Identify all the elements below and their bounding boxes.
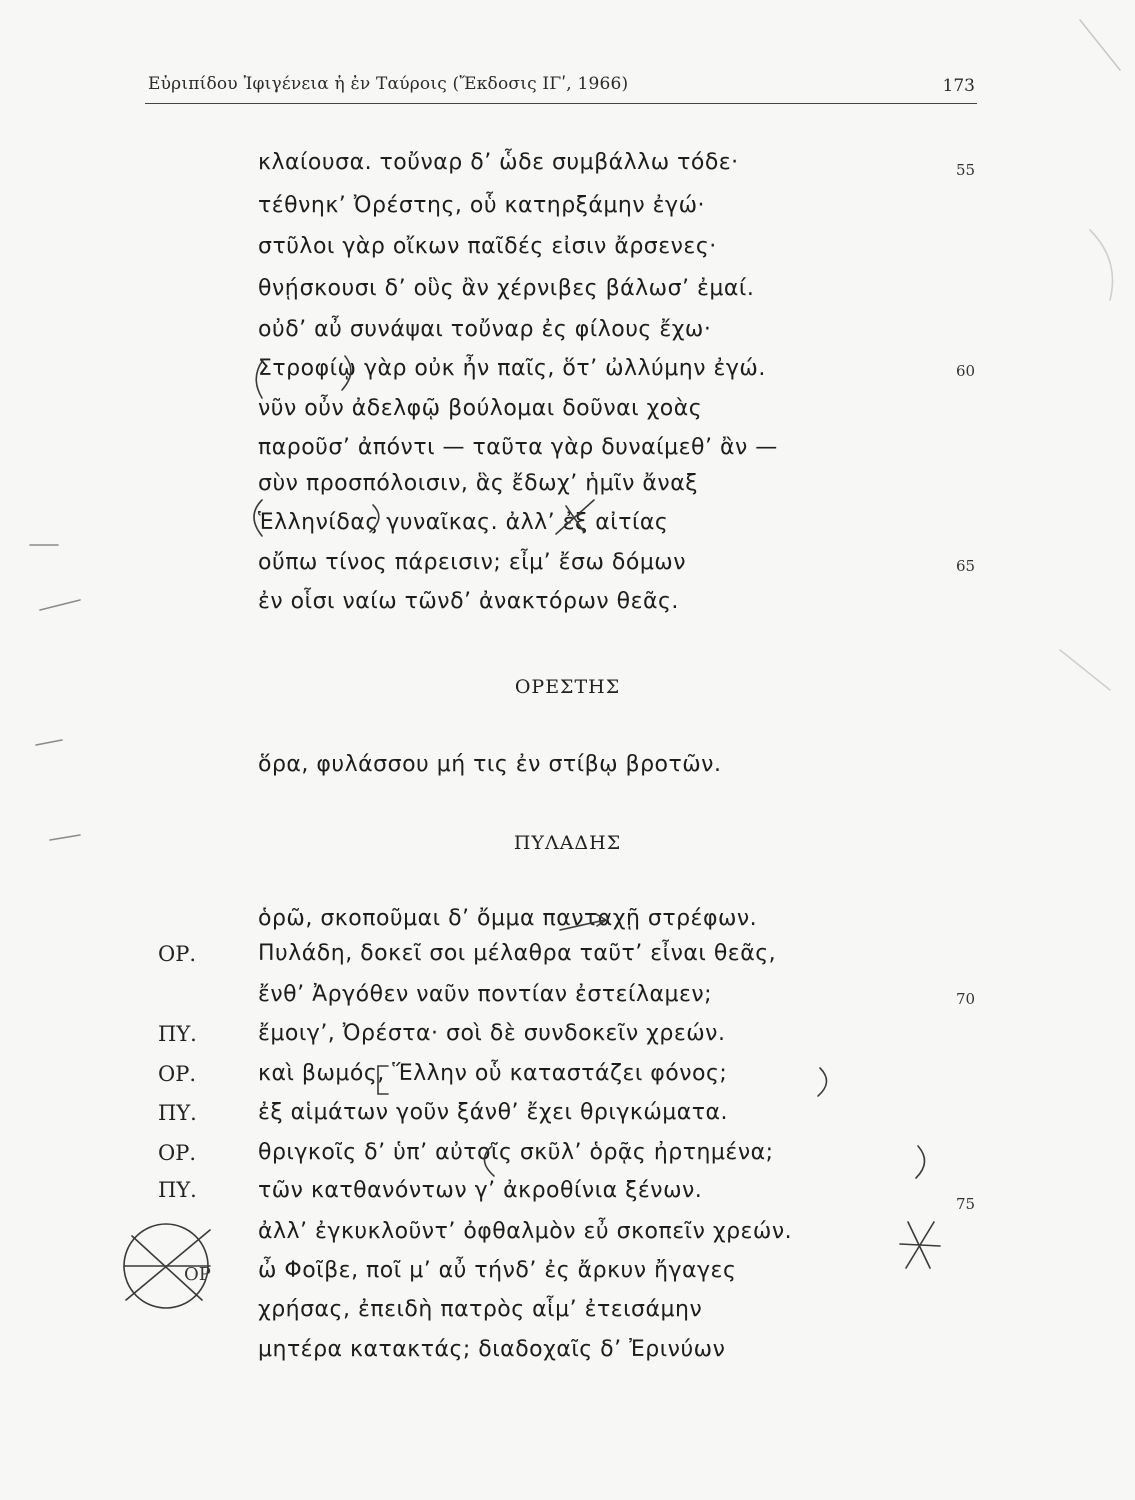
verse-line: μητέρα κατακτάς; διαδοχαῖς δ’ Ἐρινύων: [258, 1337, 726, 1362]
bracket-mark: [254, 500, 262, 536]
verse-line: ἔμοιγ’, Ὀρέστα· σοὶ δὲ συνδοκεῖν χρεών.: [258, 1021, 726, 1046]
verse-line: ὦ Φοῖβε, ποῖ μ’ αὖ τήνδ’ ἐς ἄρκυν ἤγαγες: [258, 1258, 737, 1283]
speaker-label: ΠΥ.: [158, 1101, 197, 1125]
verse-line: οὔπω τίνος πάρεισιν; εἶμ’ ἔσω δόμων: [258, 550, 687, 575]
verse-line: παροῦσ’ ἀπόντι — ταῦτα γὰρ δυναίμεθ’ ἂν —: [258, 435, 778, 460]
bracket-mark: [916, 1146, 925, 1178]
verse-line: θριγκοῖς δ’ ὑπ’ αὐτοῖς σκῦλ’ ὁρᾷς ἠρτημένα;: [258, 1140, 774, 1165]
speaker-label: ΠΥ.: [158, 1022, 197, 1046]
line-number: 60: [956, 362, 976, 380]
verse-line: Ἑλληνίδας γυναῖκας. ἀλλ’ ἐξ αἰτίας: [258, 510, 669, 535]
speaker-label: ΟΡ.: [158, 1141, 197, 1165]
verse-line: νῦν οὖν ἀδελφῷ βούλομαι δοῦναι χοὰς: [258, 396, 703, 421]
bracket-mark: [818, 1068, 827, 1096]
verse-line: θνῄσκουσι δ’ οὓς ἂν χέρνιβες βάλωσ’ ἐμαί.: [258, 276, 755, 301]
speaker-label: ΟΡ.: [158, 942, 197, 966]
verse-line: σὺν προσπόλοισιν, ἃς ἔδωχ’ ἡμῖν ἄναξ: [258, 471, 698, 496]
bracket-mark: [484, 1146, 494, 1176]
speaker-heading-pylades: ΠΥΛΑΔΗΣ: [513, 832, 622, 854]
verse-line: ἔνθ’ Ἀργόθεν ναῦν ποντίαν ἐστείλαμεν;: [258, 982, 713, 1007]
pencil-stroke: [566, 506, 584, 532]
bracket-mark: [370, 505, 379, 532]
verse-line: ἀλλ’ ἐγκυκλοῦντ’ ὀφθαλμὸν εὖ σκοπεῖν χρεών.: [258, 1219, 793, 1244]
bracket-mark: [256, 360, 263, 398]
line-number: 65: [956, 557, 976, 575]
verse-line: οὐδ’ αὖ συνάψαι τοὔναρ ἐς φίλους ἔχω·: [258, 317, 712, 342]
pencil-stroke: [596, 914, 606, 926]
verse-line: Πυλάδη, δοκεῖ σοι μέλαθρα ταῦτ’ εἶναι θεᾶς,: [258, 941, 777, 966]
margin-annotation: ΟΡ: [184, 1264, 211, 1285]
verse-line: χρήσας, ἐπειδὴ πατρὸς αἷμ’ ἐτεισάμην: [258, 1297, 703, 1322]
page-number: 173: [942, 76, 975, 96]
verse-line: ἐν οἷσι ναίω τῶνδ’ ἀνακτόρων θεᾶς.: [258, 589, 679, 614]
bracket-mark: [342, 356, 351, 390]
verse-line: καὶ βωμός, Ἕλλην οὗ καταστάζει φόνος;: [258, 1061, 728, 1086]
verse-line: Στροφίῳ γὰρ οὐκ ἦν παῖς, ὅτ’ ὠλλύμην ἐγώ.: [258, 356, 766, 381]
verse-line: ὅρα, φυλάσσου μή τις ἐν στίβῳ βροτῶν.: [258, 752, 722, 777]
verse-line: ὁρῶ, σκοποῦμαι δ’ ὄμμα πανταχῇ στρέφων.: [258, 906, 758, 931]
running-title: Εὐριπίδου Ἰφιγένεια ἡ ἐν Ταύροις (Ἔκδοσις ΙΓʹ, 1966): [148, 74, 629, 94]
line-number: 55: [956, 161, 976, 179]
speaker-label: ΠΥ.: [158, 1178, 197, 1202]
pencil-stroke: [556, 500, 594, 534]
speaker-label: ΟΡ.: [158, 1062, 197, 1086]
pencil-stroke: [900, 1244, 940, 1246]
verse-line: στῦλοι γὰρ οἴκων παῖδές εἰσιν ἄρσενες·: [258, 234, 717, 259]
line-number: 70: [956, 990, 976, 1008]
speaker-heading-orestes: ΟΡΕΣΤΗΣ: [514, 676, 621, 698]
verse-line: τέθνηκ’ Ὀρέστης, οὗ κατηρξάμην ἐγώ·: [258, 193, 705, 218]
verse-line: κλαίουσα. τοὔναρ δ’ ὧδε συμβάλλω τόδε·: [258, 150, 739, 175]
line-number: 75: [956, 1195, 976, 1213]
bracket-mark: [378, 1066, 388, 1094]
verse-line: τῶν κατθανόντων γ’ ἀκροθίνια ξένων.: [258, 1178, 703, 1203]
verse-line: ἐξ αἱμάτων γοῦν ξάνθ’ ἔχει θριγκώματα.: [258, 1100, 728, 1125]
